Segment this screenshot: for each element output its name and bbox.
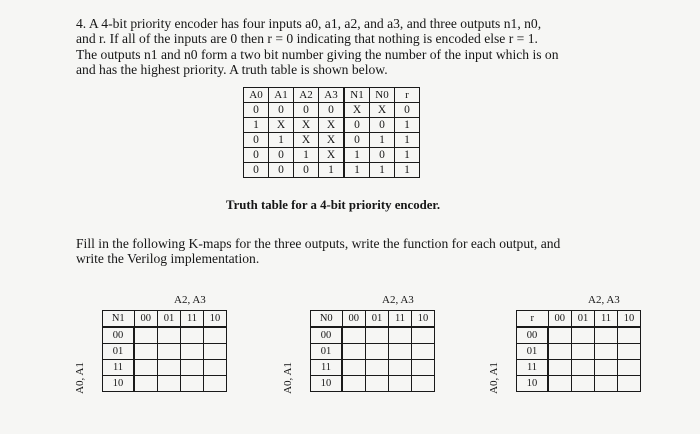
kmap-header-row (311, 311, 435, 328)
kmap-cell[interactable] (618, 344, 641, 360)
kmap-cell[interactable] (595, 327, 618, 344)
truth-table-cell: 0 (244, 133, 269, 148)
truth-table-cell: 0 (344, 118, 370, 133)
kmap-cell[interactable] (618, 360, 641, 376)
kmap-cell[interactable] (412, 327, 435, 344)
kmap-row (311, 376, 435, 392)
kmap-row-variables: A0, A1 (73, 362, 86, 394)
truth-table-cell: 1 (344, 148, 370, 163)
kmap-cell[interactable] (572, 376, 595, 392)
kmap-row (103, 360, 227, 376)
kmap-cell[interactable] (158, 376, 181, 392)
kmap-cell[interactable] (342, 360, 366, 376)
kmap-output-label: N1 (103, 311, 135, 328)
truth-table-header-row (244, 88, 420, 103)
kmap-row-code: 00 (517, 327, 549, 344)
truth-table-row (244, 118, 420, 133)
kmap-cell[interactable] (158, 360, 181, 376)
kmap-col-code: 01 (158, 311, 181, 328)
kmap-cell[interactable] (618, 376, 641, 392)
kmap-col-code: 01 (572, 311, 595, 328)
truth-table-header: N0 (370, 88, 395, 103)
kmap-row-code: 11 (517, 360, 549, 376)
kmap-row-code: 10 (517, 376, 549, 392)
truth-table-cell: 0 (244, 163, 269, 178)
truth-table-cell: 1 (395, 118, 420, 133)
kmap-row (517, 327, 641, 344)
kmap-col-code: 10 (412, 311, 435, 328)
truth-table-row (244, 103, 420, 118)
problem-line: and has the highest priority. A truth table is shown below. (76, 62, 388, 78)
kmap-cell[interactable] (204, 327, 227, 344)
kmap-cell[interactable] (204, 376, 227, 392)
truth-table-cell: 1 (395, 148, 420, 163)
kmap-col-code: 10 (204, 311, 227, 328)
kmap-row-code: 01 (311, 344, 343, 360)
kmap-row-code: 01 (517, 344, 549, 360)
problem-statement (76, 16, 559, 78)
kmap-cell[interactable] (134, 376, 158, 392)
kmap-cell[interactable] (412, 360, 435, 376)
kmap-row-code: 00 (103, 327, 135, 344)
kmap-cell[interactable] (134, 327, 158, 344)
kmap-col-code: 01 (366, 311, 389, 328)
truth-table-cell: 1 (370, 163, 395, 178)
truth-table-cell: X (269, 118, 294, 133)
truth-table-cell: 1 (344, 163, 370, 178)
truth-table-cell: 0 (319, 103, 345, 118)
truth-table-cell: 0 (370, 148, 395, 163)
kmap-row (103, 327, 227, 344)
kmap-cell[interactable] (389, 360, 412, 376)
kmap-cell[interactable] (572, 327, 595, 344)
kmap-col-code: 11 (181, 311, 204, 328)
kmap-row (311, 360, 435, 376)
kmap-cell[interactable] (548, 327, 572, 344)
truth-table-header: A0 (244, 88, 269, 103)
kmap-grid (310, 310, 435, 392)
truth-table-cell: 0 (344, 133, 370, 148)
truth-table-cell: 1 (370, 133, 395, 148)
kmap-col-code: 00 (134, 311, 158, 328)
truth-table-cell: 0 (294, 103, 319, 118)
kmap-r (487, 294, 690, 434)
kmap-cell[interactable] (412, 344, 435, 360)
truth-table-header: A3 (319, 88, 345, 103)
truth-table-cell: X (344, 103, 370, 118)
truth-table-cell: X (370, 103, 395, 118)
kmap-col-code: 00 (548, 311, 572, 328)
truth-table-header: N1 (344, 88, 370, 103)
kmap-row-variables: A0, A1 (281, 362, 294, 394)
kmap-cell[interactable] (389, 344, 412, 360)
kmap-cell[interactable] (595, 360, 618, 376)
kmap-cell[interactable] (204, 360, 227, 376)
instructions-line: Fill in the following K-maps for the three outputs, write the function for each output, and (76, 236, 561, 251)
kmap-cell[interactable] (389, 327, 412, 344)
kmap-row-code: 10 (103, 376, 135, 392)
truth-table-header: A1 (269, 88, 294, 103)
kmap-cell[interactable] (548, 376, 572, 392)
kmap-cell[interactable] (595, 376, 618, 392)
kmap-n0 (281, 294, 484, 434)
truth-table-cell: 0 (269, 103, 294, 118)
kmap-row (103, 376, 227, 392)
truth-table-cell: X (319, 118, 345, 133)
kmap-cell[interactable] (572, 344, 595, 360)
kmap-row-code: 10 (311, 376, 343, 392)
truth-table-row (244, 163, 420, 178)
truth-table-cell: 0 (269, 148, 294, 163)
kmap-row (311, 327, 435, 344)
kmap-header-row (103, 311, 227, 328)
truth-table-cell: 0 (370, 118, 395, 133)
truth-table-cell: 1 (244, 118, 269, 133)
kmap-col-code: 11 (389, 311, 412, 328)
kmap-cell[interactable] (572, 360, 595, 376)
truth-table-cell: 1 (319, 163, 345, 178)
kmap-cell[interactable] (342, 376, 366, 392)
kmap-col-code: 10 (618, 311, 641, 328)
truth-table-header: r (395, 88, 420, 103)
truth-table (243, 87, 420, 178)
truth-table-cell: 1 (294, 148, 319, 163)
kmap-cell[interactable] (412, 376, 435, 392)
truth-table-header: A2 (294, 88, 319, 103)
problem-line: The outputs n1 and n0 form a two bit number giving the number of the input which is on (76, 46, 559, 62)
truth-table-row (244, 148, 420, 163)
kmap-cell[interactable] (366, 344, 389, 360)
kmap-cell[interactable] (548, 360, 572, 376)
kmap-cell[interactable] (134, 344, 158, 360)
truth-table-cell: X (319, 133, 345, 148)
truth-table-cell: X (294, 118, 319, 133)
kmap-row (517, 376, 641, 392)
truth-table-cell: 0 (294, 163, 319, 178)
kmap-cell[interactable] (595, 344, 618, 360)
kmap-cell[interactable] (366, 327, 389, 344)
kmap-n1 (73, 294, 276, 434)
truth-table-row (244, 133, 420, 148)
truth-table-cell: 1 (395, 163, 420, 178)
kmap-row-code: 01 (103, 344, 135, 360)
kmap-grid (516, 310, 641, 392)
kmap-cell[interactable] (134, 360, 158, 376)
kmap-cell[interactable] (181, 344, 204, 360)
kmap-cell[interactable] (548, 344, 572, 360)
kmap-col-variables: A2, A3 (382, 294, 414, 306)
kmap-cell[interactable] (181, 376, 204, 392)
kmap-row-code: 00 (311, 327, 343, 344)
truth-table-cell: 1 (395, 133, 420, 148)
kmap-row (517, 344, 641, 360)
truth-table-cell: 0 (395, 103, 420, 118)
kmap-cell[interactable] (342, 344, 366, 360)
kmap-cell[interactable] (366, 360, 389, 376)
kmap-cell[interactable] (342, 327, 366, 344)
truth-table-cell: 0 (269, 163, 294, 178)
truth-table-cell: X (294, 133, 319, 148)
kmap-header-row (517, 311, 641, 328)
problem-line: 4. A 4-bit priority encoder has four inputs a0, a1, a2, and a3, and three outputs n1, n0, (76, 16, 542, 31)
kmap-row (517, 360, 641, 376)
kmap-col-code: 11 (595, 311, 618, 328)
kmap-row-variables: A0, A1 (487, 362, 500, 394)
kmap-row-code: 11 (103, 360, 135, 376)
kmap-output-label: N0 (311, 311, 343, 328)
truth-table-cell: 1 (269, 133, 294, 148)
truth-table-cell: 0 (244, 148, 269, 163)
kmap-col-code: 00 (342, 311, 366, 328)
kmap-col-variables: A2, A3 (174, 294, 206, 306)
kmap-cell[interactable] (158, 327, 181, 344)
kmap-output-label: r (517, 311, 549, 328)
kmap-row (311, 344, 435, 360)
problem-line: and r. If all of the inputs are 0 then r = 0 indicating that nothing is encoded else r = 1. (76, 31, 538, 47)
kmap-cell[interactable] (389, 376, 412, 392)
truth-table-cell: X (319, 148, 345, 163)
kmap-grid (102, 310, 227, 392)
kmap-cell[interactable] (158, 344, 181, 360)
kmap-cell[interactable] (366, 376, 389, 392)
kmap-cell[interactable] (181, 360, 204, 376)
kmap-cell[interactable] (618, 327, 641, 344)
kmap-row (103, 344, 227, 360)
instructions-line: write the Verilog implementation. (76, 251, 260, 267)
kmap-cell[interactable] (181, 327, 204, 344)
instructions (76, 236, 560, 267)
kmap-col-variables: A2, A3 (588, 294, 620, 306)
truth-table-cell: 0 (244, 103, 269, 118)
kmap-row-code: 11 (311, 360, 343, 376)
truth-table-caption: Truth table for a 4-bit priority encoder. (226, 198, 441, 212)
kmap-cell[interactable] (204, 344, 227, 360)
